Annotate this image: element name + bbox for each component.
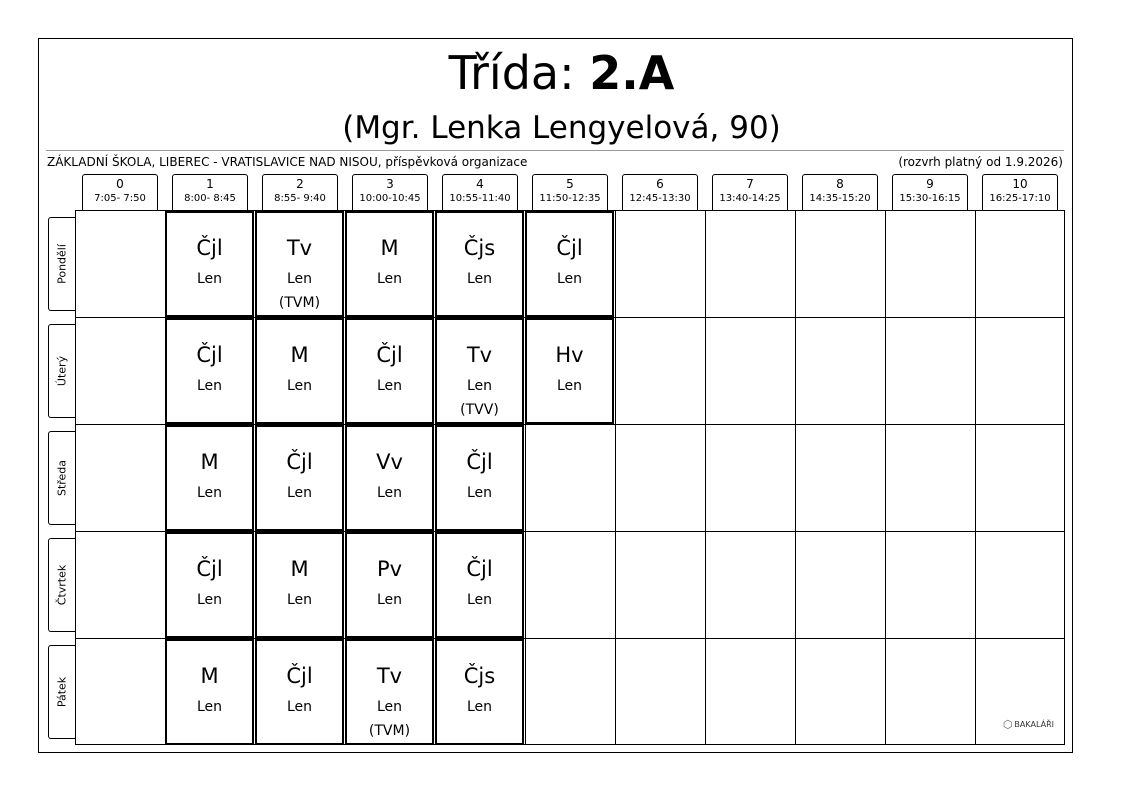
day-tab	[48, 324, 75, 418]
day-tab	[48, 217, 75, 311]
lesson-subject: Čjl	[286, 664, 313, 688]
lesson-teacher: Len	[376, 485, 403, 501]
lesson-subject: M	[200, 664, 219, 688]
lesson-cell[interactable]	[525, 211, 614, 317]
period-time: 14:35-15:20	[809, 193, 871, 204]
day-tab	[48, 431, 75, 525]
period-number: 3	[386, 177, 394, 191]
lesson-teacher: Len	[466, 485, 493, 501]
period-time: 10:00-10:45	[359, 193, 421, 204]
period-number: 6	[656, 177, 664, 191]
period-time: 8:55- 9:40	[274, 193, 326, 204]
lesson-subject: Čjl	[466, 557, 493, 581]
lesson-cell[interactable]	[165, 211, 254, 317]
lesson-subject: Tv	[466, 343, 493, 367]
timetable-grid	[75, 210, 1065, 745]
period-number: 5	[566, 177, 574, 191]
period-tab-9	[892, 174, 968, 210]
period-number: 1	[206, 177, 214, 191]
grid-column-line	[975, 211, 976, 744]
lesson-cell[interactable]	[435, 425, 524, 531]
lesson-cell[interactable]	[165, 425, 254, 531]
lesson-subject: M	[380, 236, 399, 260]
period-time: 11:50-12:35	[539, 193, 601, 204]
lesson-cell[interactable]	[255, 211, 344, 317]
lesson-teacher: Len	[196, 485, 223, 501]
lesson-subject: M	[290, 343, 309, 367]
day-tab	[48, 538, 75, 632]
lesson-teacher: Len	[286, 271, 313, 287]
period-number: 9	[926, 177, 934, 191]
period-tab-8	[802, 174, 878, 210]
lesson-teacher: Len	[196, 271, 223, 287]
day-label: Čtvrtek	[55, 564, 69, 606]
period-time: 10:55-11:40	[449, 193, 511, 204]
lesson-cell[interactable]	[345, 318, 434, 424]
lesson-cell[interactable]	[435, 318, 524, 424]
period-time: 12:45-13:30	[629, 193, 691, 204]
lesson-subject: Čjl	[556, 236, 583, 260]
lesson-subject: Čjl	[196, 343, 223, 367]
lesson-subject: Čjl	[466, 450, 493, 474]
period-number: 8	[836, 177, 844, 191]
lesson-subject: Čjl	[286, 450, 313, 474]
lesson-teacher: Len	[196, 699, 223, 715]
lesson-teacher: Len	[376, 378, 403, 394]
brand-label: BAKALÁŘI	[1014, 720, 1054, 729]
period-time: 16:25-17:10	[989, 193, 1051, 204]
lesson-subject: Čjl	[376, 343, 403, 367]
grid-column-line	[615, 211, 616, 744]
lesson-teacher: Len	[286, 378, 313, 394]
lesson-teacher: Len	[466, 378, 493, 394]
period-tab-3	[352, 174, 428, 210]
page-title	[0, 42, 1123, 104]
lesson-cell[interactable]	[165, 532, 254, 638]
grid-column-line	[705, 211, 706, 744]
period-tab-6	[622, 174, 698, 210]
school-name: ZÁKLADNÍ ŠKOLA, LIBEREC - VRATISLAVICE NAD NISOU, příspěvková organizace	[47, 155, 528, 169]
lesson-subject: Vv	[376, 450, 403, 474]
grid-column-line	[885, 211, 886, 744]
lesson-teacher: Len	[376, 699, 403, 715]
bakalari-logo-icon: ⬡	[1002, 718, 1013, 731]
period-time: 7:05- 7:50	[94, 193, 146, 204]
period-number: 0	[116, 177, 124, 191]
period-tab-4	[442, 174, 518, 210]
lesson-group: (TVV)	[460, 402, 499, 418]
lesson-cell[interactable]	[165, 639, 254, 745]
period-tab-0	[82, 174, 158, 210]
period-tab-5	[532, 174, 608, 210]
lesson-subject: Hv	[555, 343, 584, 367]
bakalari-brand	[1003, 720, 1054, 730]
grid-column-line	[795, 211, 796, 744]
lesson-cell[interactable]	[525, 318, 614, 424]
period-time: 8:00- 8:45	[184, 193, 236, 204]
day-label: Pátek	[55, 676, 69, 708]
lesson-subject: Tv	[286, 236, 313, 260]
lesson-cell[interactable]	[255, 425, 344, 531]
validity-date: (rozvrh platný od 1.9.2026)	[898, 155, 1063, 169]
lesson-cell[interactable]	[255, 532, 344, 638]
lesson-teacher: Len	[286, 699, 313, 715]
period-tab-7	[712, 174, 788, 210]
day-label: Pondělí	[55, 244, 69, 284]
lesson-teacher: Len	[286, 592, 313, 608]
lesson-subject: Čjs	[463, 664, 496, 688]
day-tab	[48, 645, 75, 739]
lesson-cell[interactable]	[345, 532, 434, 638]
period-time: 15:30-16:15	[899, 193, 961, 204]
lesson-subject: Pv	[376, 557, 403, 581]
class-name: 2.A	[589, 46, 675, 100]
day-label: Úterý	[55, 355, 69, 387]
header-divider	[46, 150, 1064, 151]
day-label: Středa	[55, 459, 69, 497]
lesson-cell[interactable]	[435, 211, 524, 317]
lesson-cell[interactable]	[255, 318, 344, 424]
lesson-subject: Tv	[376, 664, 403, 688]
lesson-teacher: Len	[466, 699, 493, 715]
title-prefix: Třída:	[448, 46, 575, 100]
period-number: 10	[1012, 177, 1028, 191]
lesson-subject: M	[200, 450, 219, 474]
lesson-teacher: Len	[556, 271, 583, 287]
period-tab-1	[172, 174, 248, 210]
lesson-group: (TVM)	[278, 295, 321, 311]
period-tab-10	[982, 174, 1058, 210]
lesson-teacher: Len	[286, 485, 313, 501]
lesson-group: (TVM)	[368, 723, 411, 739]
lesson-subject: Čjs	[463, 236, 496, 260]
period-number: 2	[296, 177, 304, 191]
lesson-teacher: Len	[466, 592, 493, 608]
lesson-cell[interactable]	[345, 425, 434, 531]
lesson-teacher: Len	[556, 378, 583, 394]
lesson-cell[interactable]	[345, 211, 434, 317]
lesson-subject: M	[290, 557, 309, 581]
period-tab-2	[262, 174, 338, 210]
lesson-cell[interactable]	[255, 639, 344, 745]
lesson-teacher: Len	[196, 592, 223, 608]
lesson-cell[interactable]	[345, 639, 434, 745]
lesson-subject: Čjl	[196, 236, 223, 260]
lesson-teacher: Len	[196, 378, 223, 394]
period-number: 7	[746, 177, 754, 191]
lesson-cell[interactable]	[435, 532, 524, 638]
period-time: 13:40-14:25	[719, 193, 781, 204]
lesson-teacher: Len	[376, 271, 403, 287]
lesson-subject: Čjl	[196, 557, 223, 581]
lesson-cell[interactable]	[165, 318, 254, 424]
lesson-teacher: Len	[376, 592, 403, 608]
lesson-cell[interactable]	[435, 639, 524, 745]
period-number: 4	[476, 177, 484, 191]
class-teacher: (Mgr. Lenka Lengyelová, 90)	[342, 110, 781, 146]
lesson-teacher: Len	[466, 271, 493, 287]
